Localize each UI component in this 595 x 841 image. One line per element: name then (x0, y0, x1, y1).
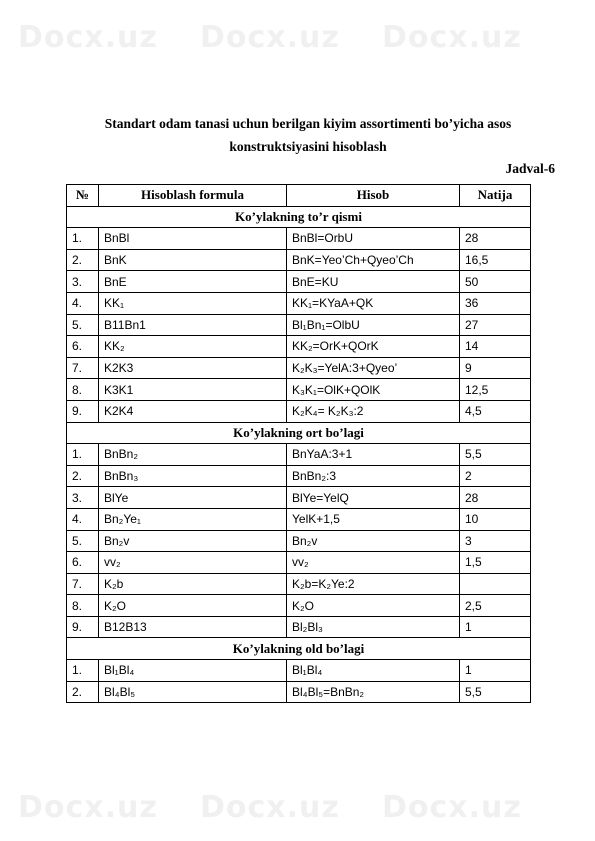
row-calculation: BnE=KU (287, 271, 460, 293)
row-result (460, 573, 531, 595)
row-calculation: YelK+1,5 (287, 508, 460, 530)
row-formula: BnBl (99, 228, 287, 250)
row-result: 1 (460, 660, 531, 682)
row-formula: B11Bn1 (99, 314, 287, 336)
section-title: Ko’ylakning ort bo’lagi (67, 422, 531, 444)
row-formula: BlYe (99, 487, 287, 509)
section-header-row (67, 422, 531, 444)
row-number: 1. (67, 444, 99, 466)
row-calculation: BnBn₂:3 (287, 465, 460, 487)
row-number: 6. (67, 336, 99, 358)
row-number: 4. (67, 508, 99, 530)
row-number: 8. (67, 595, 99, 617)
row-calculation: BnBl=OrbU (287, 228, 460, 250)
row-calculation: K₂K₃=YelA:3+Qyeo’ (287, 357, 460, 379)
document-title: Standart odam tanasi uchun berilgan kiyim assortimenti bo’yicha asos konstruktsiyasini hisoblash (104, 116, 512, 154)
row-number: 1. (67, 228, 99, 250)
table-row (67, 271, 531, 293)
row-number: 9. (67, 616, 99, 638)
table-row (67, 508, 531, 530)
row-calculation: Bl₂Bl₃ (287, 616, 460, 638)
row-formula: Bn₂v (99, 530, 287, 552)
table-row (67, 379, 531, 401)
row-result: 16,5 (460, 249, 531, 271)
row-calculation: KK₂=OrK+QOrK (287, 336, 460, 358)
row-result: 10 (460, 508, 531, 530)
row-result: 1,5 (460, 552, 531, 574)
watermark: Docx.uz (382, 20, 522, 55)
row-result: 14 (460, 336, 531, 358)
row-number: 7. (67, 573, 99, 595)
row-formula: KK₂ (99, 336, 287, 358)
row-formula: KK₁ (99, 292, 287, 314)
row-formula: BnBn₃ (99, 465, 287, 487)
row-calculation: Bl₁Bl₄ (287, 660, 460, 682)
row-result: 4,5 (460, 400, 531, 422)
header-result: Natija (460, 185, 531, 207)
watermark: Docx.uz (18, 20, 158, 55)
row-formula: K3K1 (99, 379, 287, 401)
row-number: 5. (67, 530, 99, 552)
section-title: Ko’ylakning old bo’lagi (67, 638, 531, 660)
table-row (67, 465, 531, 487)
row-result: 2,5 (460, 595, 531, 617)
row-result: 9 (460, 357, 531, 379)
header-formula: Hisoblash formula (99, 185, 287, 207)
row-formula: vv₂ (99, 552, 287, 574)
row-result: 27 (460, 314, 531, 336)
table-row (67, 573, 531, 595)
row-calculation: vv₂ (287, 552, 460, 574)
row-result: 36 (460, 292, 531, 314)
row-number: 9. (67, 400, 99, 422)
table-row (67, 616, 531, 638)
table-row (67, 249, 531, 271)
row-number: 2. (67, 465, 99, 487)
row-formula: BnBn₂ (99, 444, 287, 466)
row-result: 5,5 (460, 444, 531, 466)
watermark: Docx.uz (18, 790, 158, 825)
header-number: № (67, 185, 99, 207)
row-calculation: Bl₁Bn₁=OlbU (287, 314, 460, 336)
row-calculation: K₂b=K₂Ye:2 (287, 573, 460, 595)
table-row (67, 357, 531, 379)
row-formula: Bl₄Bl₅ (99, 681, 287, 703)
row-formula: K2K3 (99, 357, 287, 379)
table-row (67, 228, 531, 250)
section-header-row (67, 206, 531, 228)
table-row (67, 292, 531, 314)
watermark: Docx.uz (382, 790, 522, 825)
section-header-row (67, 638, 531, 660)
row-number: 5. (67, 314, 99, 336)
row-result: 3 (460, 530, 531, 552)
header-calculation: Hisob (287, 185, 460, 207)
row-result: 2 (460, 465, 531, 487)
row-result: 28 (460, 487, 531, 509)
table-row (67, 487, 531, 509)
row-formula: BnE (99, 271, 287, 293)
table-row (67, 552, 531, 574)
row-formula: K2K4 (99, 400, 287, 422)
row-calculation: BnYaA:3+1 (287, 444, 460, 466)
row-calculation: BnK=Yeo’Ch+Qyeo’Ch (287, 249, 460, 271)
table-row (67, 400, 531, 422)
row-calculation: Bl₄Bl₅=BnBn₂ (287, 681, 460, 703)
table-header-row (67, 185, 531, 207)
table-row (67, 314, 531, 336)
row-number: 3. (67, 271, 99, 293)
row-formula: Bl₁Bl₄ (99, 660, 287, 682)
table-row (67, 444, 531, 466)
row-number: 1. (67, 660, 99, 682)
row-calculation: KK₁=KYaA+QK (287, 292, 460, 314)
table-row (67, 595, 531, 617)
row-number: 2. (67, 249, 99, 271)
row-number: 8. (67, 379, 99, 401)
row-formula: K₂O (99, 595, 287, 617)
row-number: 4. (67, 292, 99, 314)
row-result: 12,5 (460, 379, 531, 401)
row-calculation: K₂K₄= K₂K₃:2 (287, 400, 460, 422)
row-number: 3. (67, 487, 99, 509)
section-title: Ko’ylakning to’r qismi (67, 206, 531, 228)
row-calculation: K₃K₁=OlK+QOlK (287, 379, 460, 401)
row-result: 28 (460, 228, 531, 250)
table-row (67, 336, 531, 358)
calculation-table (66, 184, 531, 703)
watermark: Docx.uz (200, 790, 340, 825)
row-result: 1 (460, 616, 531, 638)
table-row (67, 660, 531, 682)
row-calculation: Bn₂v (287, 530, 460, 552)
row-formula: B12B13 (99, 616, 287, 638)
row-formula: K₂b (99, 573, 287, 595)
row-calculation: BlYe=YelQ (287, 487, 460, 509)
row-number: 7. (67, 357, 99, 379)
row-formula: BnK (99, 249, 287, 271)
table-caption: Jadval-6 (505, 161, 555, 176)
row-result: 50 (460, 271, 531, 293)
row-result: 5,5 (460, 681, 531, 703)
table-row (67, 681, 531, 703)
row-formula: Bn₂Ye₁ (99, 508, 287, 530)
row-number: 2. (67, 681, 99, 703)
watermark: Docx.uz (200, 20, 340, 55)
row-calculation: K₂O (287, 595, 460, 617)
row-number: 6. (67, 552, 99, 574)
table-row (67, 530, 531, 552)
